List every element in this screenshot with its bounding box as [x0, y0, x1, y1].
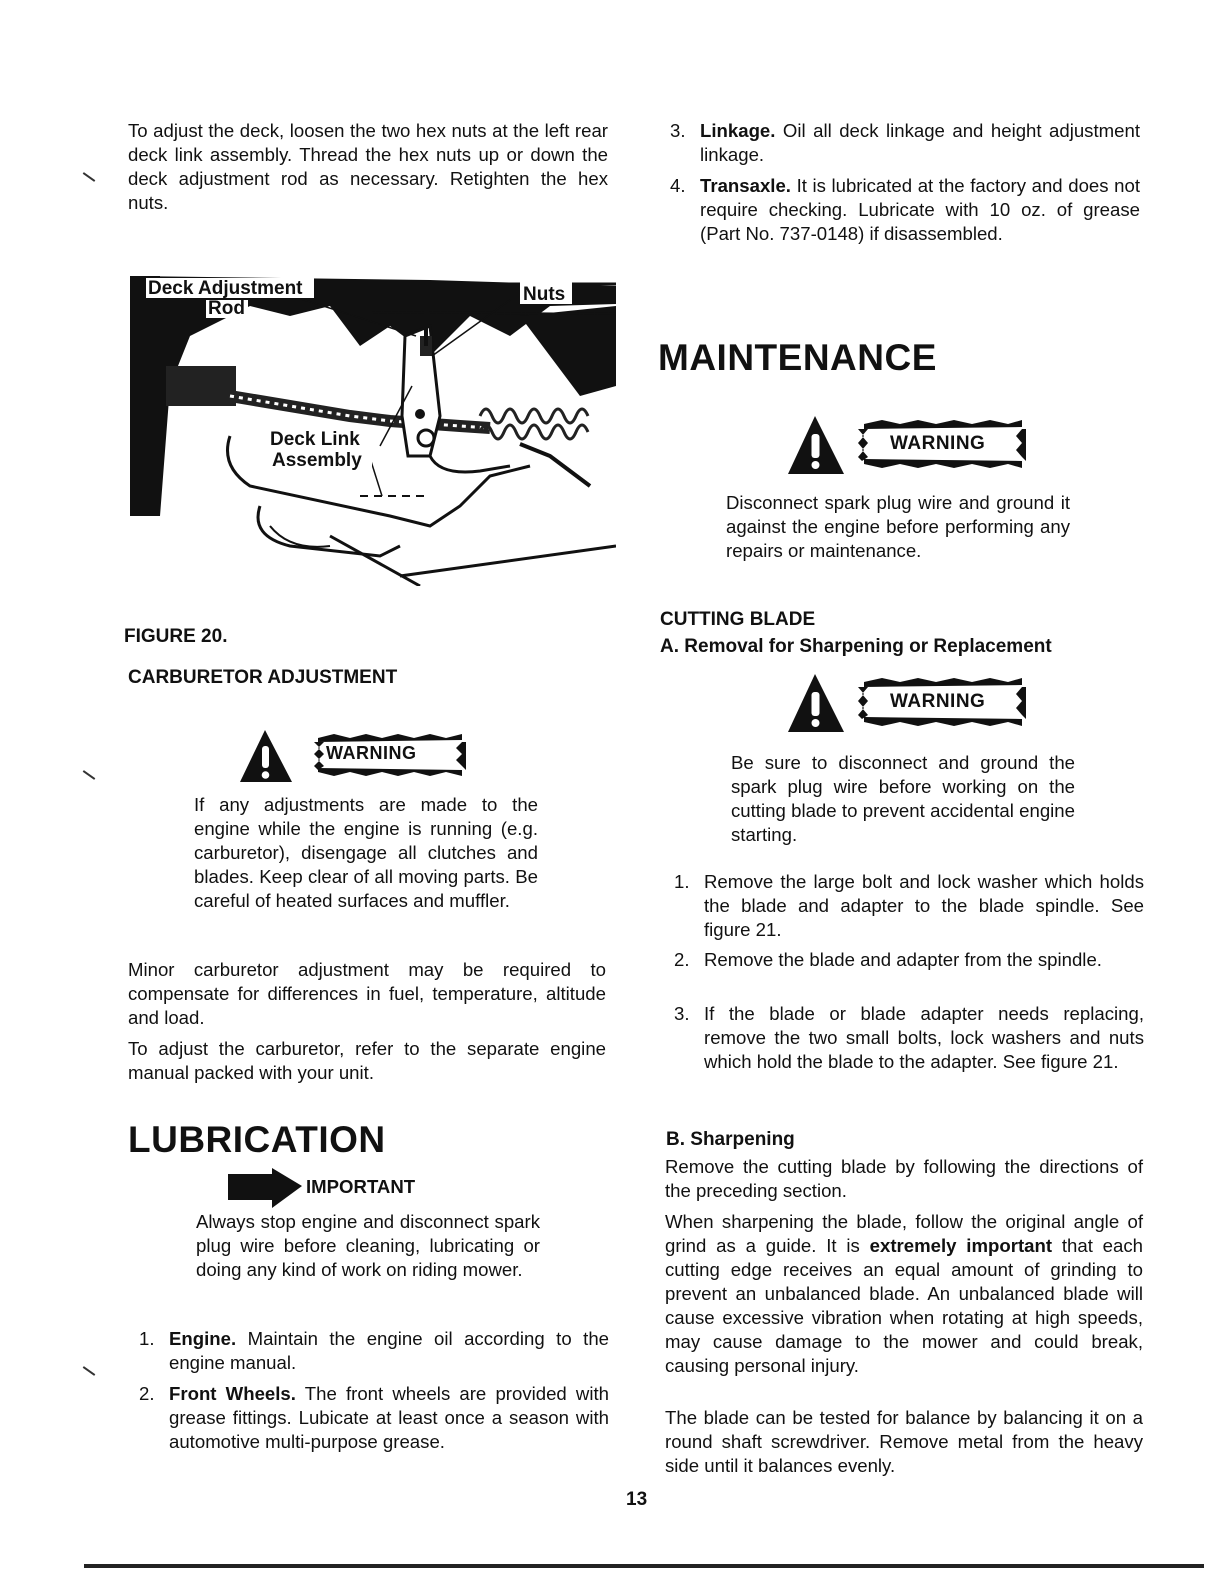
- removal-heading: A. Removal for Sharpening or Replacement: [660, 636, 1052, 657]
- sharpening-paragraph-2: [665, 1210, 1143, 1378]
- label-deck-adjustment: Deck Adjustment: [148, 278, 303, 299]
- scan-mark: [83, 172, 96, 182]
- maintenance-warning-label: WARNING: [890, 433, 986, 454]
- blade-warning-text: Be sure to disconnect and ground the spark plug wire before working on the cutting blade to prevent accidental engine starting.: [731, 752, 1075, 845]
- lube-item-2-title: Front Wheels.: [169, 1383, 296, 1404]
- important-text: Always stop engine and disconnect spark plug wire before cleaning, lubricating or doing any kind of work on riding mower.: [196, 1211, 540, 1280]
- lube-item-2-text: The front wheels are provided with grease fittings. Lubicate at least once a season with automotive multi-purpose grease.: [169, 1383, 609, 1452]
- figure-20-caption: FIGURE 20.: [124, 626, 228, 647]
- sharpening-p2-part-a: When sharpening the blade, follow the original angle of grind as a guide. It is: [665, 1211, 1143, 1256]
- lube-item-3-title: Linkage.: [700, 120, 776, 141]
- removal-step-1-text: Remove the large bolt and lock washer which holds the blade and adapter to the blade spindle. See figure 21.: [704, 871, 1144, 940]
- lube-item-3-number: 3.: [670, 120, 686, 141]
- carburetor-paragraph-2: To adjust the carburetor, refer to the separate engine manual packed with your unit.: [128, 1038, 606, 1083]
- sharpening-heading: B. Sharpening: [666, 1129, 795, 1150]
- lube-item-2-body: [169, 1382, 609, 1454]
- cutting-blade-heading: CUTTING BLADE: [660, 609, 816, 630]
- blade-warning-badge: [786, 672, 1026, 734]
- carburetor-warning-text: If any adjustments are made to the engine while the engine is running (e.g. carburetor), disengage all clutches and blades. Keep clear of all moving parts. Be careful of heated surfaces and muffler.: [194, 794, 538, 911]
- footer-rule: [84, 1564, 1204, 1568]
- important-badge: [228, 1168, 458, 1210]
- carburetor-paragraph-1: Minor carburetor adjustment may be required to compensate for differences in fuel, temperature, altitude and load.: [128, 959, 606, 1028]
- lube-item-1-body: [169, 1327, 609, 1375]
- removal-step-1-number: 1.: [674, 871, 690, 892]
- maintenance-warning-badge: [786, 414, 1026, 476]
- figure-20-illustration: [130, 276, 616, 586]
- lube-item-4-number: 4.: [670, 175, 686, 196]
- removal-step-3-number: 3.: [674, 1003, 690, 1024]
- maintenance-warning-text: Disconnect spark plug wire and ground it against the engine before performing any repairs or maintenance.: [726, 492, 1070, 561]
- scan-mark: [83, 770, 96, 780]
- lube-item-3-body: [700, 119, 1140, 167]
- lube-item-4-body: [700, 174, 1140, 246]
- deck-adjust-paragraph: To adjust the deck, loosen the two hex nuts at the left rear deck link assembly. Thread the hex nuts up or down the deck adjustment rod as necessary. Retighten the hex nuts.: [128, 120, 608, 213]
- lube-item-4-title: Transaxle.: [700, 175, 791, 196]
- carburetor-warning-badge: [238, 728, 468, 784]
- arrow-right-icon: [228, 1168, 304, 1210]
- sharpening-p2-emphasis: extremely important: [869, 1235, 1053, 1256]
- carburetor-warning-label: WARNING: [326, 743, 417, 763]
- sharpening-paragraph-3: The blade can be tested for balance by balancing it on a round shaft screwdriver. Remove metal from the heavy side until it balances evenly.: [665, 1407, 1143, 1476]
- removal-step-3-text: If the blade or blade adapter needs replacing, remove the two small bolts, lock washers and nuts which hold the blade to the adapter. See figure 21.: [704, 1003, 1144, 1072]
- label-deck-link: Deck Link: [270, 429, 360, 450]
- removal-step-2-number: 2.: [674, 949, 690, 970]
- label-assembly: Assembly: [272, 450, 362, 471]
- deck-linkage-drawing: [130, 276, 616, 586]
- lubrication-heading: LUBRICATION: [128, 1119, 386, 1160]
- scan-mark: [83, 1366, 96, 1376]
- lube-item-1-title: Engine.: [169, 1328, 237, 1349]
- blade-warning-label: WARNING: [890, 691, 986, 712]
- page-number: 13: [626, 1489, 648, 1510]
- lube-item-3-text: Oil all deck linkage and height adjustment linkage.: [700, 120, 1140, 165]
- label-rod: Rod: [208, 298, 245, 319]
- lube-item-4-text: It is lubricated at the factory and does not require checking. Lubricate with 10 oz. of grease (Part No. 737-0148) if disassembled.: [700, 175, 1140, 244]
- lube-item-1-text: Maintain the engine oil according to the engine manual.: [169, 1328, 610, 1373]
- lube-item-1-number: 1.: [139, 1328, 155, 1349]
- removal-step-2-text: Remove the blade and adapter from the spindle.: [704, 949, 1102, 970]
- carburetor-heading: CARBURETOR ADJUSTMENT: [128, 667, 398, 688]
- sharpening-paragraph-1: Remove the cutting blade by following the directions of the preceding section.: [665, 1156, 1143, 1201]
- maintenance-heading: MAINTENANCE: [658, 337, 937, 378]
- important-label: IMPORTANT: [306, 1176, 416, 1197]
- lube-item-2-number: 2.: [139, 1383, 155, 1404]
- sharpening-p2-part-b: that each cutting edge receives an equal amount of grinding to prevent an unbalanced blade. An unbalanced blade will cause excessive vibration when rotating at high speeds, may cause damage to the mower and could break, causing personal injury.: [665, 1235, 1143, 1376]
- label-nuts: Nuts: [523, 284, 566, 305]
